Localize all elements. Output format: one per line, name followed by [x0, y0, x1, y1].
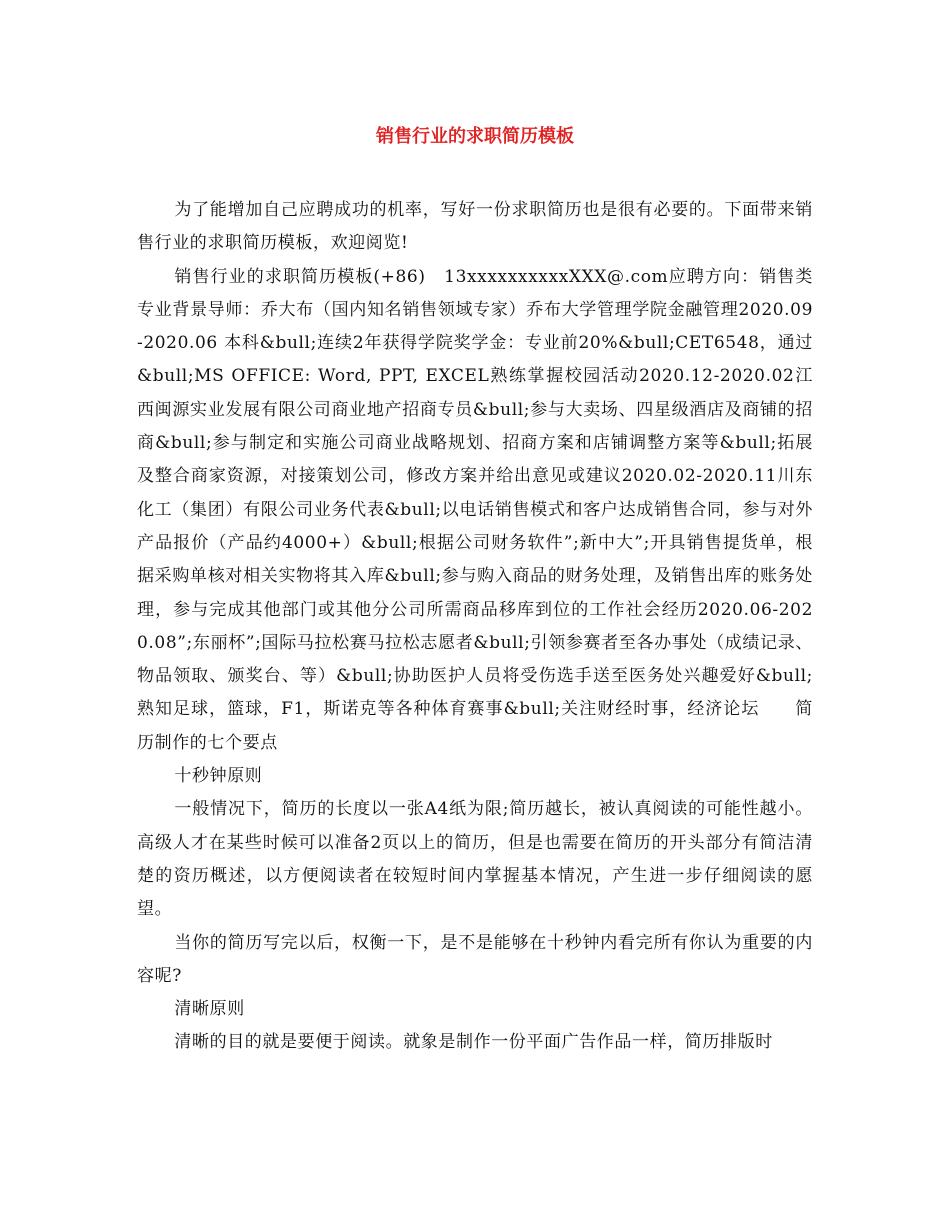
paragraph-clarity: 清晰的目的就是要便于阅读。就象是制作一份平面广告作品一样，简历排版时: [174, 1032, 773, 1053]
paragraph-length: 一般情况下，简历的长度以一张A4纸为限;简历越长，被认真阅读的可能性越小。高级人才在某些时候可以准备2页以上的简历，但是也需要在简历的开头部分有简洁清楚的资历概述，以方便阅读者在较短时间内掌握基本情况，产生进一步仔细阅读的愿望。: [137, 799, 813, 920]
document-title: 销售行业的求职简历模板: [376, 126, 574, 147]
document-page: [137, 0, 813, 1060]
section-heading-ten-seconds: 十秒钟原则: [174, 766, 263, 787]
paragraph-check: 当你的简历写完以后，权衡一下，是不是能够在十秒钟内看完所有你认为重要的内容呢?: [137, 932, 813, 986]
paragraph-resume-body: 销售行业的求职简历模板(+86) 13xxxxxxxxxxXXX@.com应聘方向：销售类专业背景导师：乔大布（国内知名销售领域专家）乔布大学管理学院金融管理2020.09-2020.06 本科&bull;连续2年获得学院奖学金：专业前20%&bull;CET6548，通过&bull;MS OFFICE: Word, PPT, EXCEL熟练掌握校园活动2020.12-2020.02江西闽源实业发展有限公司商业地产招商专员&bull;参与大卖场、四星级酒店及商铺的招商&bull;参与制定和实施公司商业战略规划、招商方案和店铺调整方案等&bull;拓展及整合商家资源，对接策划公司，修改方案并给出意见或建议2020.02-2020.11川东化工（集团）有限公司业务代表&bull;以电话销售模式和客户达成销售合同，参与对外产品报价（产品约4000+）&bull;根据公司财务软件”;新中大”;开具销售提货单，根据采购单核对相关实物将其入库&bull;参与购入商品的财务处理，及销售出库的账务处理，参与完成其他部门或其他分公司所需商品移库到位的工作社会经历2020.06-2020.08”;东丽杯”;国际马拉松赛马拉松志愿者&bull;引领参赛者至各办事处（成绩记录、物品领取、颁奖台、等）&bull;协助医护人员将受伤选手送至医务处兴趣爱好&bull;熟知足球，篮球，F1，斯诺克等各种体育赛事&bull;关注财经时事，经济论坛 简历制作的七个要点: [137, 266, 813, 753]
paragraph-intro: 为了能增加自己应聘成功的机率，写好一份求职简历也是很有必要的。下面带来销售行业的求职简历模板，欢迎阅览!: [137, 200, 813, 254]
section-heading-clarity: 清晰原则: [174, 999, 245, 1020]
